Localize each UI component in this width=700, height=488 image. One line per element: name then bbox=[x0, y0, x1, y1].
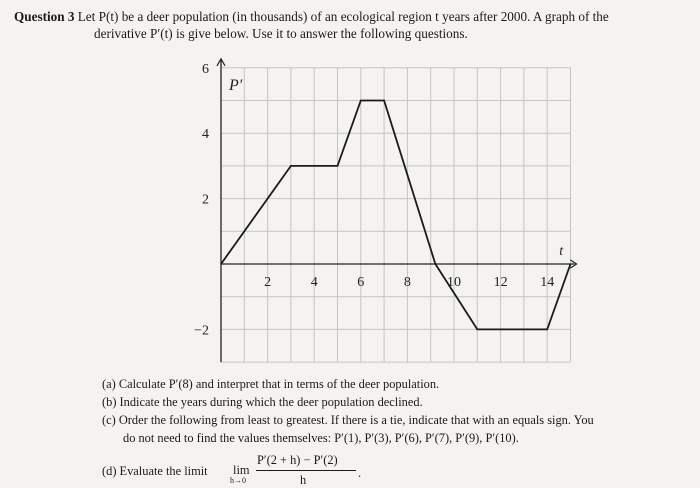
question-text-line2: derivative P′(t) is give below. Use it to answer the following questions. bbox=[94, 26, 468, 41]
grid bbox=[221, 68, 571, 362]
y-tick-label: 2 bbox=[202, 192, 209, 208]
x-tick-label: 10 bbox=[447, 275, 461, 290]
part-d-text: (d) Evaluate the limit bbox=[102, 464, 208, 478]
question-parts bbox=[102, 375, 682, 447]
x-tick-label: 8 bbox=[403, 275, 411, 290]
axes bbox=[217, 59, 577, 362]
y-tick-label: 6 bbox=[202, 61, 209, 77]
x-tick-label: 4 bbox=[310, 275, 318, 290]
x-axis-label: t bbox=[559, 244, 564, 259]
limit-numerator: P′(2 + h) − P′(2) bbox=[257, 453, 338, 467]
part-c-line1: (c) Order the following from least to greatest. If there is a tie, indicate that with an equals sign. You bbox=[102, 413, 594, 427]
limit-denominator: h bbox=[300, 473, 307, 487]
x-tick-label: 6 bbox=[357, 275, 365, 290]
x-tick-label: 12 bbox=[493, 275, 508, 290]
series-curve bbox=[221, 101, 571, 330]
limit-operator: lim bbox=[233, 463, 250, 477]
x-tick-label: 2 bbox=[264, 275, 272, 290]
limit-period: . bbox=[358, 466, 362, 480]
question-text-line1: Let P(t) be a deer population (in thousands) of an ecological region t years after 2000. A graph of the bbox=[77, 9, 609, 24]
x-tick-label: 14 bbox=[540, 275, 555, 290]
part-c-line2: do not need to find the values themselves: P′(1), P′(3), P′(6), P′(7), P′(9), P′(10). bbox=[123, 431, 519, 445]
part-a: (a) Calculate P′(8) and interpret that in terms of the deer population. bbox=[102, 377, 440, 391]
fraction-bar bbox=[256, 470, 356, 471]
function-label: P′ bbox=[229, 76, 243, 94]
y-tick-label: −2 bbox=[194, 323, 209, 339]
part-d bbox=[102, 452, 402, 486]
y-tick-label: 4 bbox=[202, 127, 209, 143]
question-label: Question 3 bbox=[14, 9, 75, 24]
part-b: (b) Indicate the years during which the deer population declined. bbox=[102, 395, 423, 409]
series-line bbox=[221, 101, 571, 330]
limit-subscript: h→0 bbox=[230, 476, 246, 485]
